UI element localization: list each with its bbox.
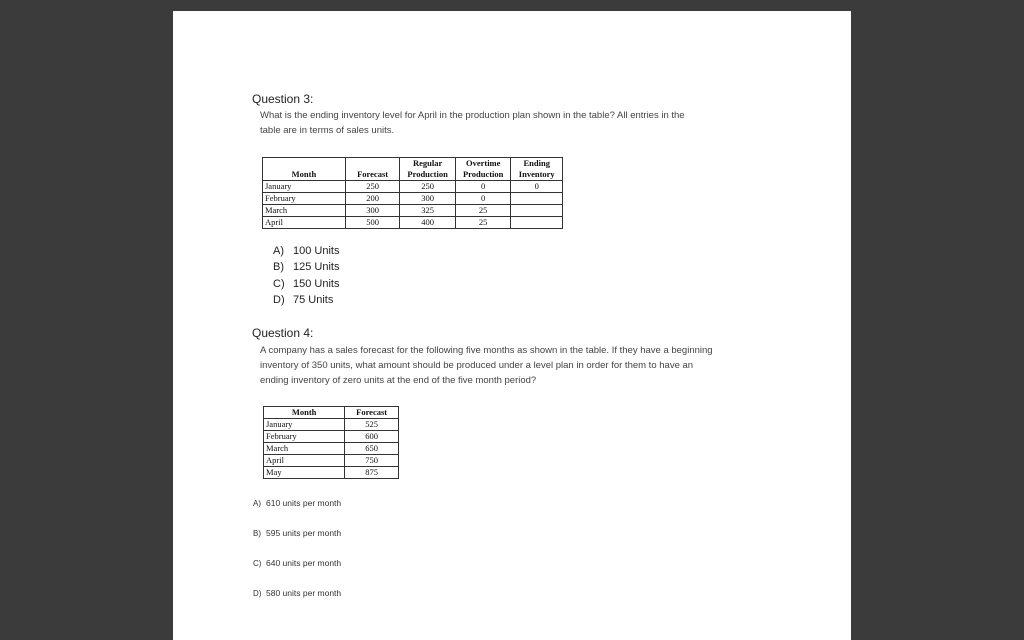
cell-forecast: 875 [345,467,399,479]
cell-forecast: 650 [345,443,399,455]
cell-month: May [264,467,345,479]
cell-ending [511,205,563,217]
question-3-title: Question 3: [252,92,314,106]
table-row [264,419,399,431]
header-overtime-production: Overtime Production [455,158,511,181]
table-header-row [264,407,399,419]
cell-month: February [264,431,345,443]
table-row [263,217,563,229]
table-row [264,467,399,479]
option-c[interactable]: C) 640 units per month [253,558,342,568]
question-4-text-line: inventory of 350 units, what amount should be produced under a level plan in order for them to have an [260,360,694,371]
table-row [263,205,563,217]
cell-overtime: 25 [455,217,511,229]
cell-ending [511,193,563,205]
question-3-options [273,243,339,308]
question-3-text [260,108,685,138]
header-month: Month [264,407,345,419]
table-row [264,443,399,455]
cell-forecast: 500 [345,217,400,229]
cell-forecast: 250 [345,181,400,193]
header-regular-production: Regular Production [400,158,456,181]
option-c[interactable]: C) 150 Units [273,277,340,290]
cell-regular: 300 [400,193,456,205]
cell-regular: 325 [400,205,456,217]
question-3-text-line: table are in terms of sales units. [260,125,395,136]
option-d[interactable]: D) 580 units per month [253,588,342,598]
table-header-row [263,158,563,181]
cell-month: March [263,205,346,217]
cell-forecast: 600 [345,431,399,443]
cell-month: April [264,455,345,467]
table-row [263,181,563,193]
cell-forecast: 525 [345,419,399,431]
cell-overtime: 0 [455,181,511,193]
question-3-text-line: What is the ending inventory level for April in the production plan shown in the table? All entries in the [260,110,685,121]
header-ending-inventory: Ending Inventory [511,158,563,181]
table-row [263,193,563,205]
question-4-text-line: A company has a sales forecast for the following five months as shown in the table. If they have a beginning [260,345,713,356]
cell-month: February [263,193,346,205]
table-row [264,431,399,443]
cell-month: January [263,181,346,193]
option-b[interactable]: B) 125 Units [273,261,340,274]
document-page [173,11,851,640]
cell-regular: 400 [400,217,456,229]
cell-ending: 0 [511,181,563,193]
cell-forecast: 300 [345,205,400,217]
cell-forecast: 200 [345,193,400,205]
cell-overtime: 25 [455,205,511,217]
production-plan-table [262,157,563,229]
sales-forecast-table [263,406,399,479]
cell-ending [511,217,563,229]
table-row [264,455,399,467]
cell-forecast: 750 [345,455,399,467]
header-month: Month [263,158,346,181]
cell-regular: 250 [400,181,456,193]
option-a[interactable]: A) 610 units per month [253,498,342,508]
cell-overtime: 0 [455,193,511,205]
header-forecast: Forecast [345,158,400,181]
cell-month: March [264,443,345,455]
question-4-title: Question 4: [252,326,314,340]
option-d[interactable]: D) 75 Units [273,293,334,306]
header-forecast: Forecast [345,407,399,419]
option-b[interactable]: B) 595 units per month [253,528,342,538]
option-a[interactable]: A) 100 Units [273,245,340,257]
cell-month: April [263,217,346,229]
cell-month: January [264,419,345,431]
question-4-text [260,343,713,388]
question-4-text-line: ending inventory of zero units at the end of the five month period? [260,375,537,386]
